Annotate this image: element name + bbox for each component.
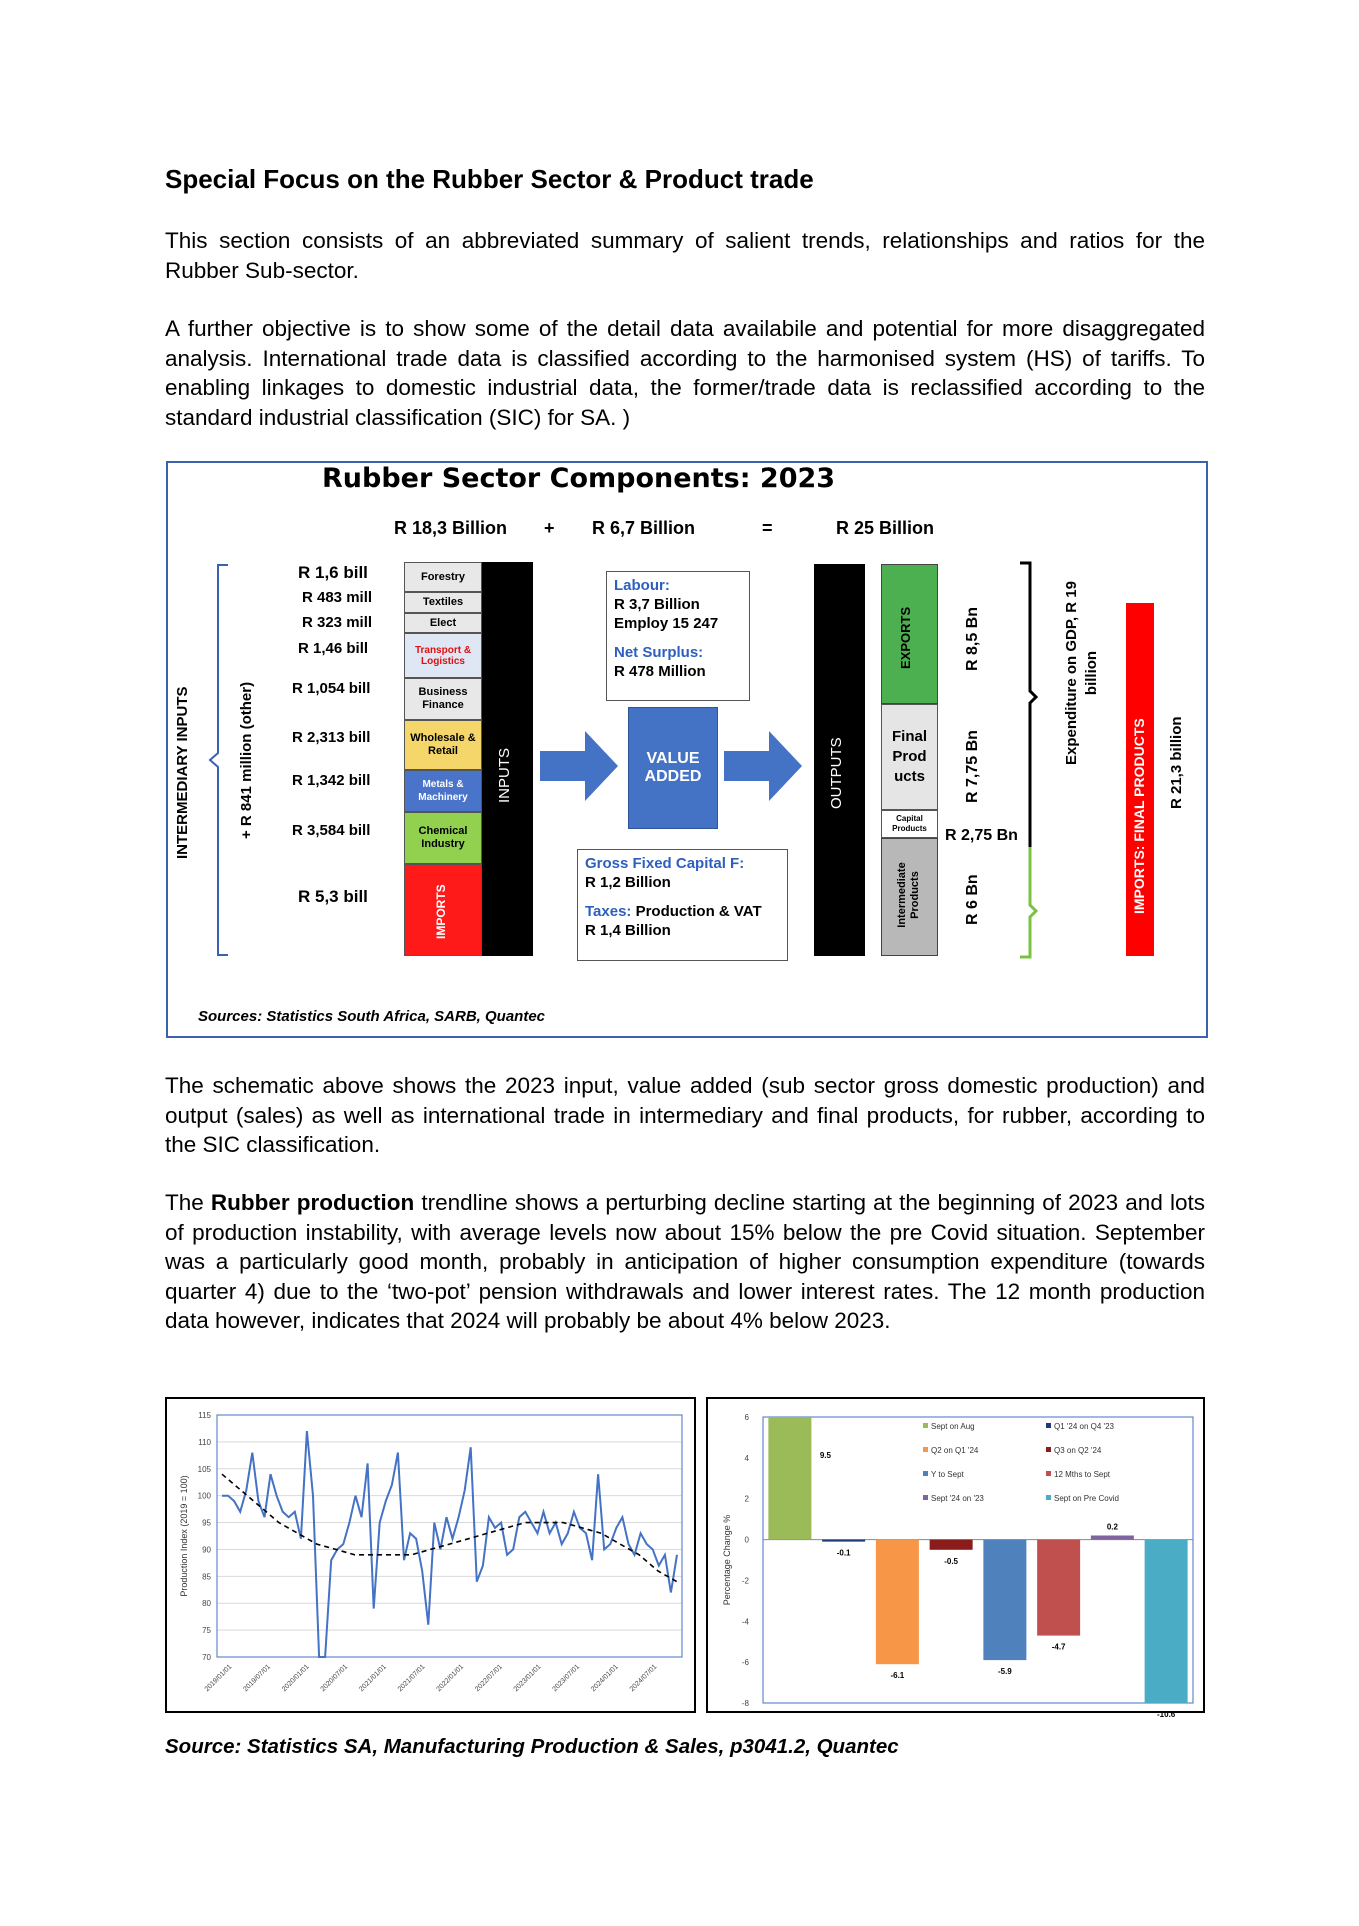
legend-swatch (1046, 1447, 1051, 1452)
bar-4 (983, 1540, 1026, 1661)
equation-value-added: R 6,7 Billion (592, 518, 696, 538)
diagram-sources: Sources: Statistics South Africa, SARB, Quantec (198, 1008, 546, 1025)
x-tick-label: 2020/01/01 (280, 1663, 311, 1694)
legend-swatch (1046, 1495, 1051, 1500)
legend-label: Sept on Aug (931, 1422, 975, 1431)
right-arrow-icon-2 (724, 731, 804, 801)
intro-paragraph: This section consists of an abbreviated summary of salient trends, relationships and ratios for the Rubber Sub-sector. (165, 228, 1205, 283)
capital-products-value: R 2,75 Bn (945, 827, 1018, 844)
y-tick-label: 90 (202, 1545, 211, 1555)
imports-final-label: IMPORTS: FINAL PRODUCTS (1131, 718, 1147, 914)
component-box (404, 864, 482, 956)
objective-paragraph: A further objective is to show some of the detail data availabile and potential for more disaggregated analysis. International trade data is classified according to the harmonised system (HS) of tariffs. To enabling linkages to domestic industrial data, the former/trade data is reclassified according to the standard industrial classification (SIC) for SA. ) (165, 316, 1205, 430)
x-tick-label: 2024/07/01 (628, 1663, 659, 1694)
x-tick-label: 2021/01/01 (358, 1663, 388, 1694)
legend-label: Sept '24 on '23 (931, 1494, 984, 1503)
component-box: Metals & Machinery (404, 770, 482, 812)
y-tick-label: 115 (198, 1411, 211, 1420)
bar-value-label: -4.7 (1051, 1642, 1066, 1652)
legend-swatch (1046, 1423, 1051, 1428)
y-tick-label: 75 (202, 1626, 211, 1636)
legend-swatch (923, 1447, 928, 1452)
percentage-change-svg (708, 1399, 1203, 1719)
equation-equals: = (762, 518, 773, 538)
bar-2 (876, 1540, 919, 1665)
bar-value-label: -5.9 (997, 1667, 1012, 1677)
x-tick-label: 2021/07/01 (396, 1663, 427, 1694)
component-amount: R 1,6 bill (298, 563, 368, 582)
bar-7 (1145, 1540, 1188, 1703)
component-amount: R 1,054 bill (292, 680, 371, 697)
legend-label: Q2 on Q1 '24 (931, 1446, 979, 1455)
component-amount: R 483 mill (302, 589, 373, 606)
bar-value-label: 9.5 (819, 1450, 831, 1460)
y-tick-label: 80 (202, 1599, 211, 1609)
production-index-svg (167, 1399, 694, 1711)
x-tick-label: 2023/01/01 (512, 1663, 543, 1694)
legend-swatch (923, 1471, 928, 1476)
component-amount: R 3,584 bill (292, 822, 371, 839)
final-products-value: R 7,75 Bn (964, 730, 981, 803)
bar-value-label: -0.1 (836, 1548, 851, 1558)
y-tick-label: 85 (202, 1572, 211, 1582)
x-tick-label: 2022/01/01 (435, 1663, 466, 1694)
other-inputs-label: + R 841 million (other) (238, 681, 255, 839)
component-box: Transport & Logistics (404, 633, 482, 678)
component-box: Wholesale & Retail (404, 720, 482, 770)
bar-value-label: -6.1 (890, 1671, 905, 1681)
component-amount: R 2,313 bill (292, 729, 371, 746)
component-amount: R 323 mill (302, 614, 373, 631)
x-tick-label: 2019/01/01 (203, 1663, 234, 1694)
labour-box: Labour: R 3,7 Billion Employ 15 247 Net Surplus: R 478 Million (606, 571, 750, 701)
y-tick-label: 4 (744, 1453, 749, 1463)
exports-label: EXPORTS (898, 606, 913, 669)
y-tick-label: 105 (197, 1464, 211, 1474)
y-tick-label: 70 (202, 1653, 211, 1662)
bar-3 (930, 1540, 973, 1550)
equation-total: R 25 Billion (836, 518, 935, 538)
outputs-label: OUTPUTS (828, 737, 845, 809)
component-box: Textiles (404, 592, 482, 613)
legend-label: 12 Mths to Sept (1054, 1470, 1111, 1479)
imports-input-label: IMPORTS (434, 884, 448, 939)
gfcf-taxes-box: Gross Fixed Capital F: R 1,2 Billion Taxes: Production & VAT R 1,4 Billion (577, 849, 788, 961)
expenditure-label: Expenditure on GDP, R 19 billion (1063, 581, 1100, 765)
x-tick-label: 2024/01/01 (590, 1663, 620, 1694)
component-box: Chemical Industry (404, 812, 482, 864)
bar-5 (1037, 1540, 1080, 1636)
x-tick-label: 2019/07/01 (242, 1663, 273, 1694)
y-axis-label: Percentage Change % (722, 1514, 732, 1606)
value-added-box: VALUE ADDED (628, 707, 718, 829)
diagram-title: Rubber Sector Components: 2023 (322, 463, 836, 494)
bar-0 (768, 1417, 811, 1540)
intermediate-products-label: Intermediate Products (896, 862, 921, 928)
legend-label: Q3 on Q2 '24 (1054, 1446, 1102, 1455)
schematic-paragraph: The schematic above shows the 2023 input, value added (sub sector gross domestic production) and output (sales) as well as international trade in intermediary and final products, for rubber, according to the SIC classification. (165, 1073, 1205, 1157)
bar-value-label: -0.5 (944, 1556, 959, 1566)
equation-plus: + (544, 518, 555, 538)
plot-frame (763, 1417, 1193, 1703)
inputs-label: INPUTS (496, 747, 513, 803)
legend-swatch (1046, 1471, 1051, 1476)
source-line: Source: Statistics SA, Manufacturing Production & Sales, p3041.2, Quantec (165, 1735, 899, 1758)
bar-6 (1091, 1535, 1134, 1539)
component-box: Business Finance (404, 678, 482, 720)
exports-value: R 8,5 Bn (964, 606, 981, 671)
capital-products-box: Capital Products (881, 810, 938, 838)
y-tick-label: -2 (741, 1576, 749, 1586)
equation-input: R 18,3 Billion (394, 518, 508, 538)
rubber-sector-diagram (166, 461, 1208, 1038)
y-tick-label: -6 (741, 1658, 749, 1668)
bar-value-label: 0.2 (1106, 1522, 1118, 1532)
y-tick-label: -4 (741, 1617, 749, 1627)
component-amount: R 1,342 bill (292, 772, 371, 789)
y-axis-label: Production Index (2019 = 100) (179, 1475, 189, 1597)
page-heading: Special Focus on the Rubber Sector & Product trade (165, 164, 814, 194)
final-products-box: Final Prod ucts (881, 704, 938, 810)
bar-1 (822, 1540, 865, 1542)
percentage-change-chart (706, 1397, 1205, 1719)
y-tick-label: -8 (741, 1699, 749, 1708)
component-amount: R 5,3 bill (298, 887, 368, 906)
intermediary-inputs-label: INTERMEDIARY INPUTS (174, 686, 191, 859)
legend-label: Q1 '24 on Q4 '23 (1054, 1422, 1114, 1431)
production-index-chart (165, 1397, 696, 1713)
right-arrow-icon (540, 731, 620, 801)
legend-label: Sept on Pre Covid (1054, 1494, 1119, 1503)
component-box: Elect (404, 613, 482, 633)
legend-swatch (923, 1423, 928, 1428)
y-tick-label: 95 (202, 1518, 211, 1528)
y-tick-label: 2 (744, 1494, 749, 1504)
y-tick-label: 0 (744, 1535, 749, 1545)
intermediate-products-value: R 6 Bn (964, 874, 981, 925)
production-paragraph: The Rubber production trendline shows a perturbing decline starting at the beginning of 2023 and lots of production instability, with average levels now about 15% below the pre Covid situation. September was a particularly good month, probably in anticipation of higher consumption expenditure (towards quarter 4) due to the ‘two-pot’ pension withdrawals and lower interest rates. The 12 month production data however, indicates that 2024 will probably be about 4% below 2023. (165, 1190, 1205, 1333)
inputs-bracket (208, 563, 238, 958)
x-tick-label: 2023/07/01 (551, 1663, 582, 1694)
x-tick-label: 2020/07/01 (319, 1663, 350, 1694)
y-tick-label: 100 (197, 1491, 211, 1501)
component-amount: R 1,46 bill (298, 640, 369, 657)
final-bracket (1018, 561, 1048, 961)
x-tick-label: 2022/07/01 (474, 1663, 504, 1694)
y-tick-label: 6 (744, 1413, 749, 1422)
imports-final-value: R 21,3 billion (1168, 716, 1185, 809)
component-box: Forestry (404, 562, 482, 592)
bar-value-label: -10.6 (1157, 1710, 1176, 1719)
legend-label: Y to Sept (931, 1470, 964, 1479)
legend-swatch (923, 1495, 928, 1500)
y-tick-label: 110 (198, 1437, 211, 1447)
